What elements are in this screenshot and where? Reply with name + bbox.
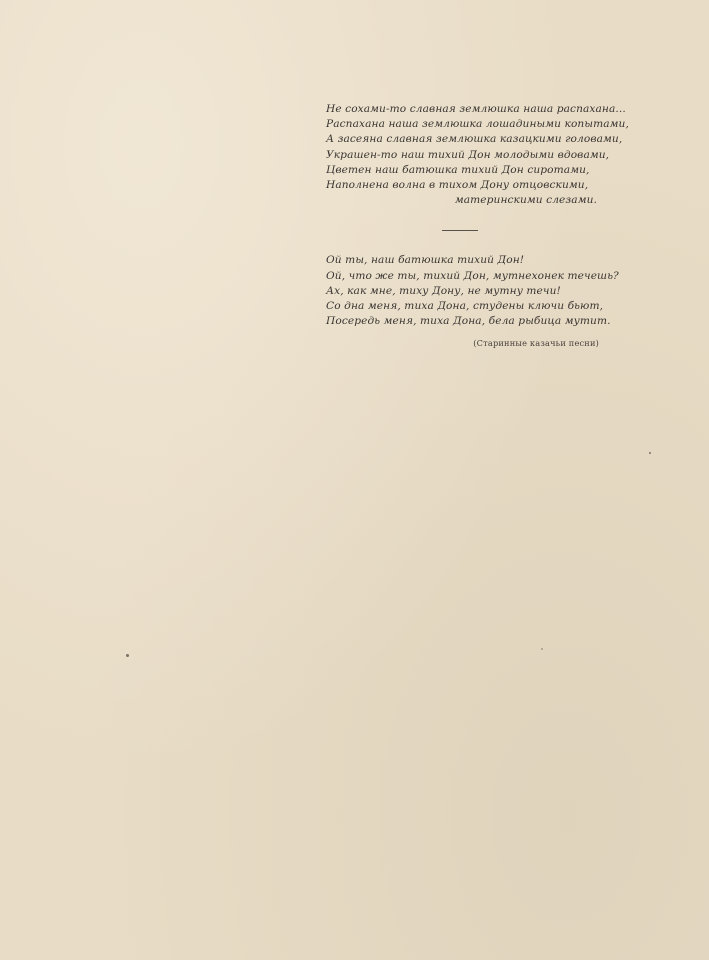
epigraph-stanza-1	[326, 102, 629, 208]
verse-line: Украшен-то наш тихий Дон молодыми вдовами,	[326, 148, 610, 161]
verse-line: Не сохами-то славная землюшка наша распахана...	[326, 103, 626, 115]
verse-line: Ой ты, наш батюшка тихий Дон!	[326, 254, 525, 267]
verse-line: А засеяна славная землюшка казацкими головами,	[326, 133, 623, 146]
paper-speck	[541, 648, 543, 650]
verse-line-continuation: материнскими слезами.	[454, 194, 597, 207]
paper-speck	[649, 452, 651, 454]
epigraph	[326, 102, 629, 349]
verse-line: Распахана наша землюшка лошадиными копытами,	[326, 118, 629, 131]
verse-line: Цветен наш батюшка тихий Дон сиротами,	[326, 163, 590, 176]
verse-line: Ах, как мне, тиху Дону, не мутну течи!	[326, 284, 561, 297]
paper-speck	[126, 654, 129, 657]
epigraph-source: (Старинные казачьи песни)	[473, 338, 599, 349]
verse-line: Со дна меня, тиха Дона, студены ключи бьют,	[326, 300, 604, 313]
verse-line: Ой, что же ты, тихий Дон, мутнехонек течешь?	[326, 269, 619, 282]
verse-line: Наполнена волна в тихом Дону отцовскими,	[326, 179, 589, 192]
stanza-divider	[442, 230, 478, 231]
epigraph-stanza-2	[326, 253, 619, 329]
verse-line: Посередь меня, тиха Дона, бела рыбица мутит.	[326, 315, 611, 328]
